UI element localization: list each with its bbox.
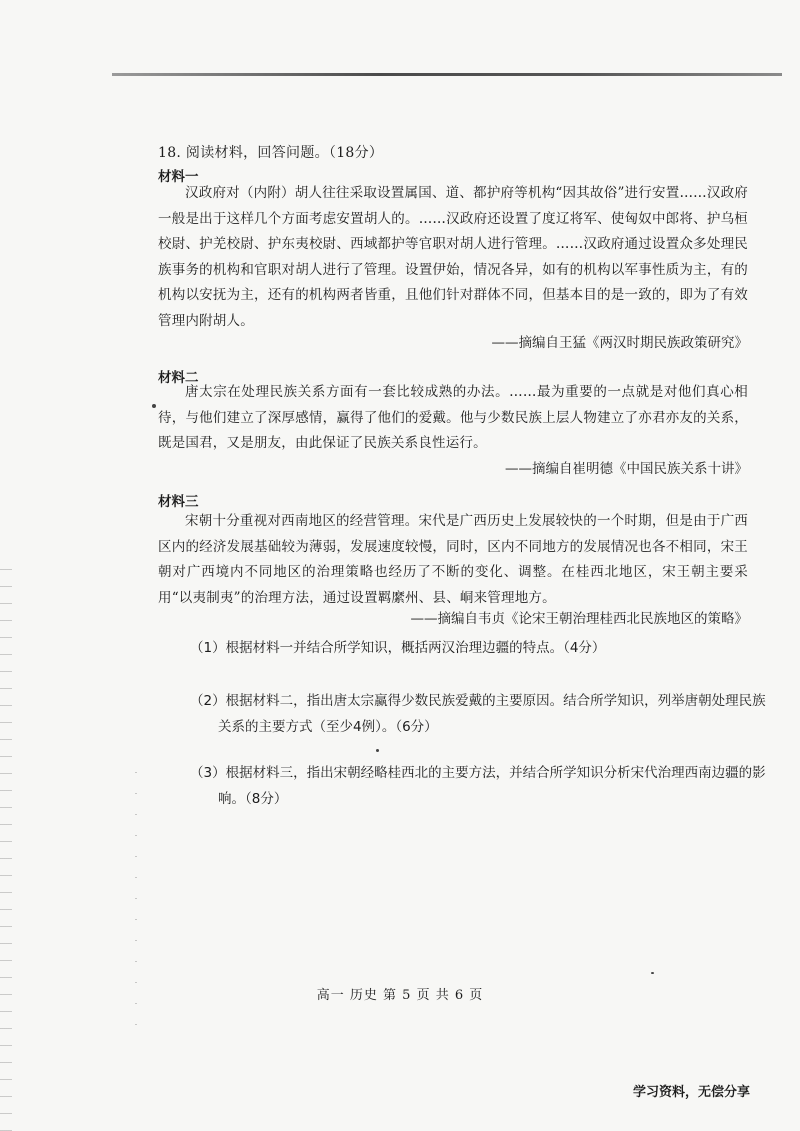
material-3-source: ——摘编自韦贞《论宋王朝治理桂西北民族地区的策略》 [410, 611, 748, 627]
material-1-title: 材料一 [158, 169, 199, 185]
material-3-text: 宋朝十分重视对西南地区的经营管理。宋代是广西历史上发展较快的一个时期，但是由于广西区内的经济发展基础较为薄弱，发展速度较慢，同时，区内不同地方的发展情况也各不相同，宋王朝对广西境内不同地区的治理策略也经历了不断的变化、调整。在桂西北地区，宋王朝主要采用“以夷制夷”的治理方法，通过设置羁縻州、县、峒来管理地方。 [158, 513, 748, 606]
question-title: 18. 阅读材料，回答问题。（18分） [158, 145, 384, 161]
material-2-source: ——摘编自崔明德《中国民族关系十讲》 [505, 461, 748, 477]
material-1-text: 汉政府对（内附）胡人往往采取设置属国、道、都护府等机构“因其故俗”进行安置……汉政府一般是出于这样几个方面考虑安置胡人的。……汉政府还设置了度辽将军、使匈奴中郎将、护乌桓校尉、护羌校尉、护东夷校尉、西域都护等官职对胡人进行管理。……汉政府通过设置众多处理民族事务的机构和官职对胡人进行了管理。设置伊始，情况各异，如有的机构以军事性质为主，有的机构以安抚为主，还有的机构两者皆重，且他们针对群体不同，但基本目的是一致的，即为了有效管理内附胡人。 [158, 185, 748, 329]
sub-question-3: （3）根据材料三，指出宋朝经略桂西北的主要方法，并结合所学知识分析宋代治理西南边疆的影响。（8分） [190, 765, 766, 807]
sub-question-1: （1）根据材料一并结合所学知识，概括两汉治理边疆的特点。（4分） [190, 640, 606, 656]
share-watermark: 学习资料，无偿分享 [632, 1085, 750, 1100]
scan-speck [651, 972, 654, 974]
scan-speck [152, 404, 156, 408]
header-scan-line [112, 73, 782, 76]
material-2-title: 材料二 [158, 370, 199, 386]
material-1-source: ——摘编自王猛《两汉时期民族政策研究》 [491, 335, 748, 351]
scan-edge-noise [0, 560, 12, 1131]
scan-speck [376, 749, 379, 752]
sub-question-2: （2）根据材料二，指出唐太宗赢得少数民族爱戴的主要原因。结合所学知识，列举唐朝处理民族关系的主要方式（至少4例）。（6分） [190, 693, 766, 735]
material-2-text: 唐太宗在处理民族关系方面有一套比较成熟的办法。……最为重要的一点就是对他们真心相待，与他们建立了深厚感情，赢得了他们的爱戴。他与少数民族上层人物建立了亦君亦友的关系，既是国君，又是朋友，由此保证了民族关系良性运行。 [158, 384, 748, 451]
page-footer: 高一 历史 第 5 页 共 6 页 [316, 988, 484, 1003]
material-3-title: 材料三 [158, 494, 199, 510]
